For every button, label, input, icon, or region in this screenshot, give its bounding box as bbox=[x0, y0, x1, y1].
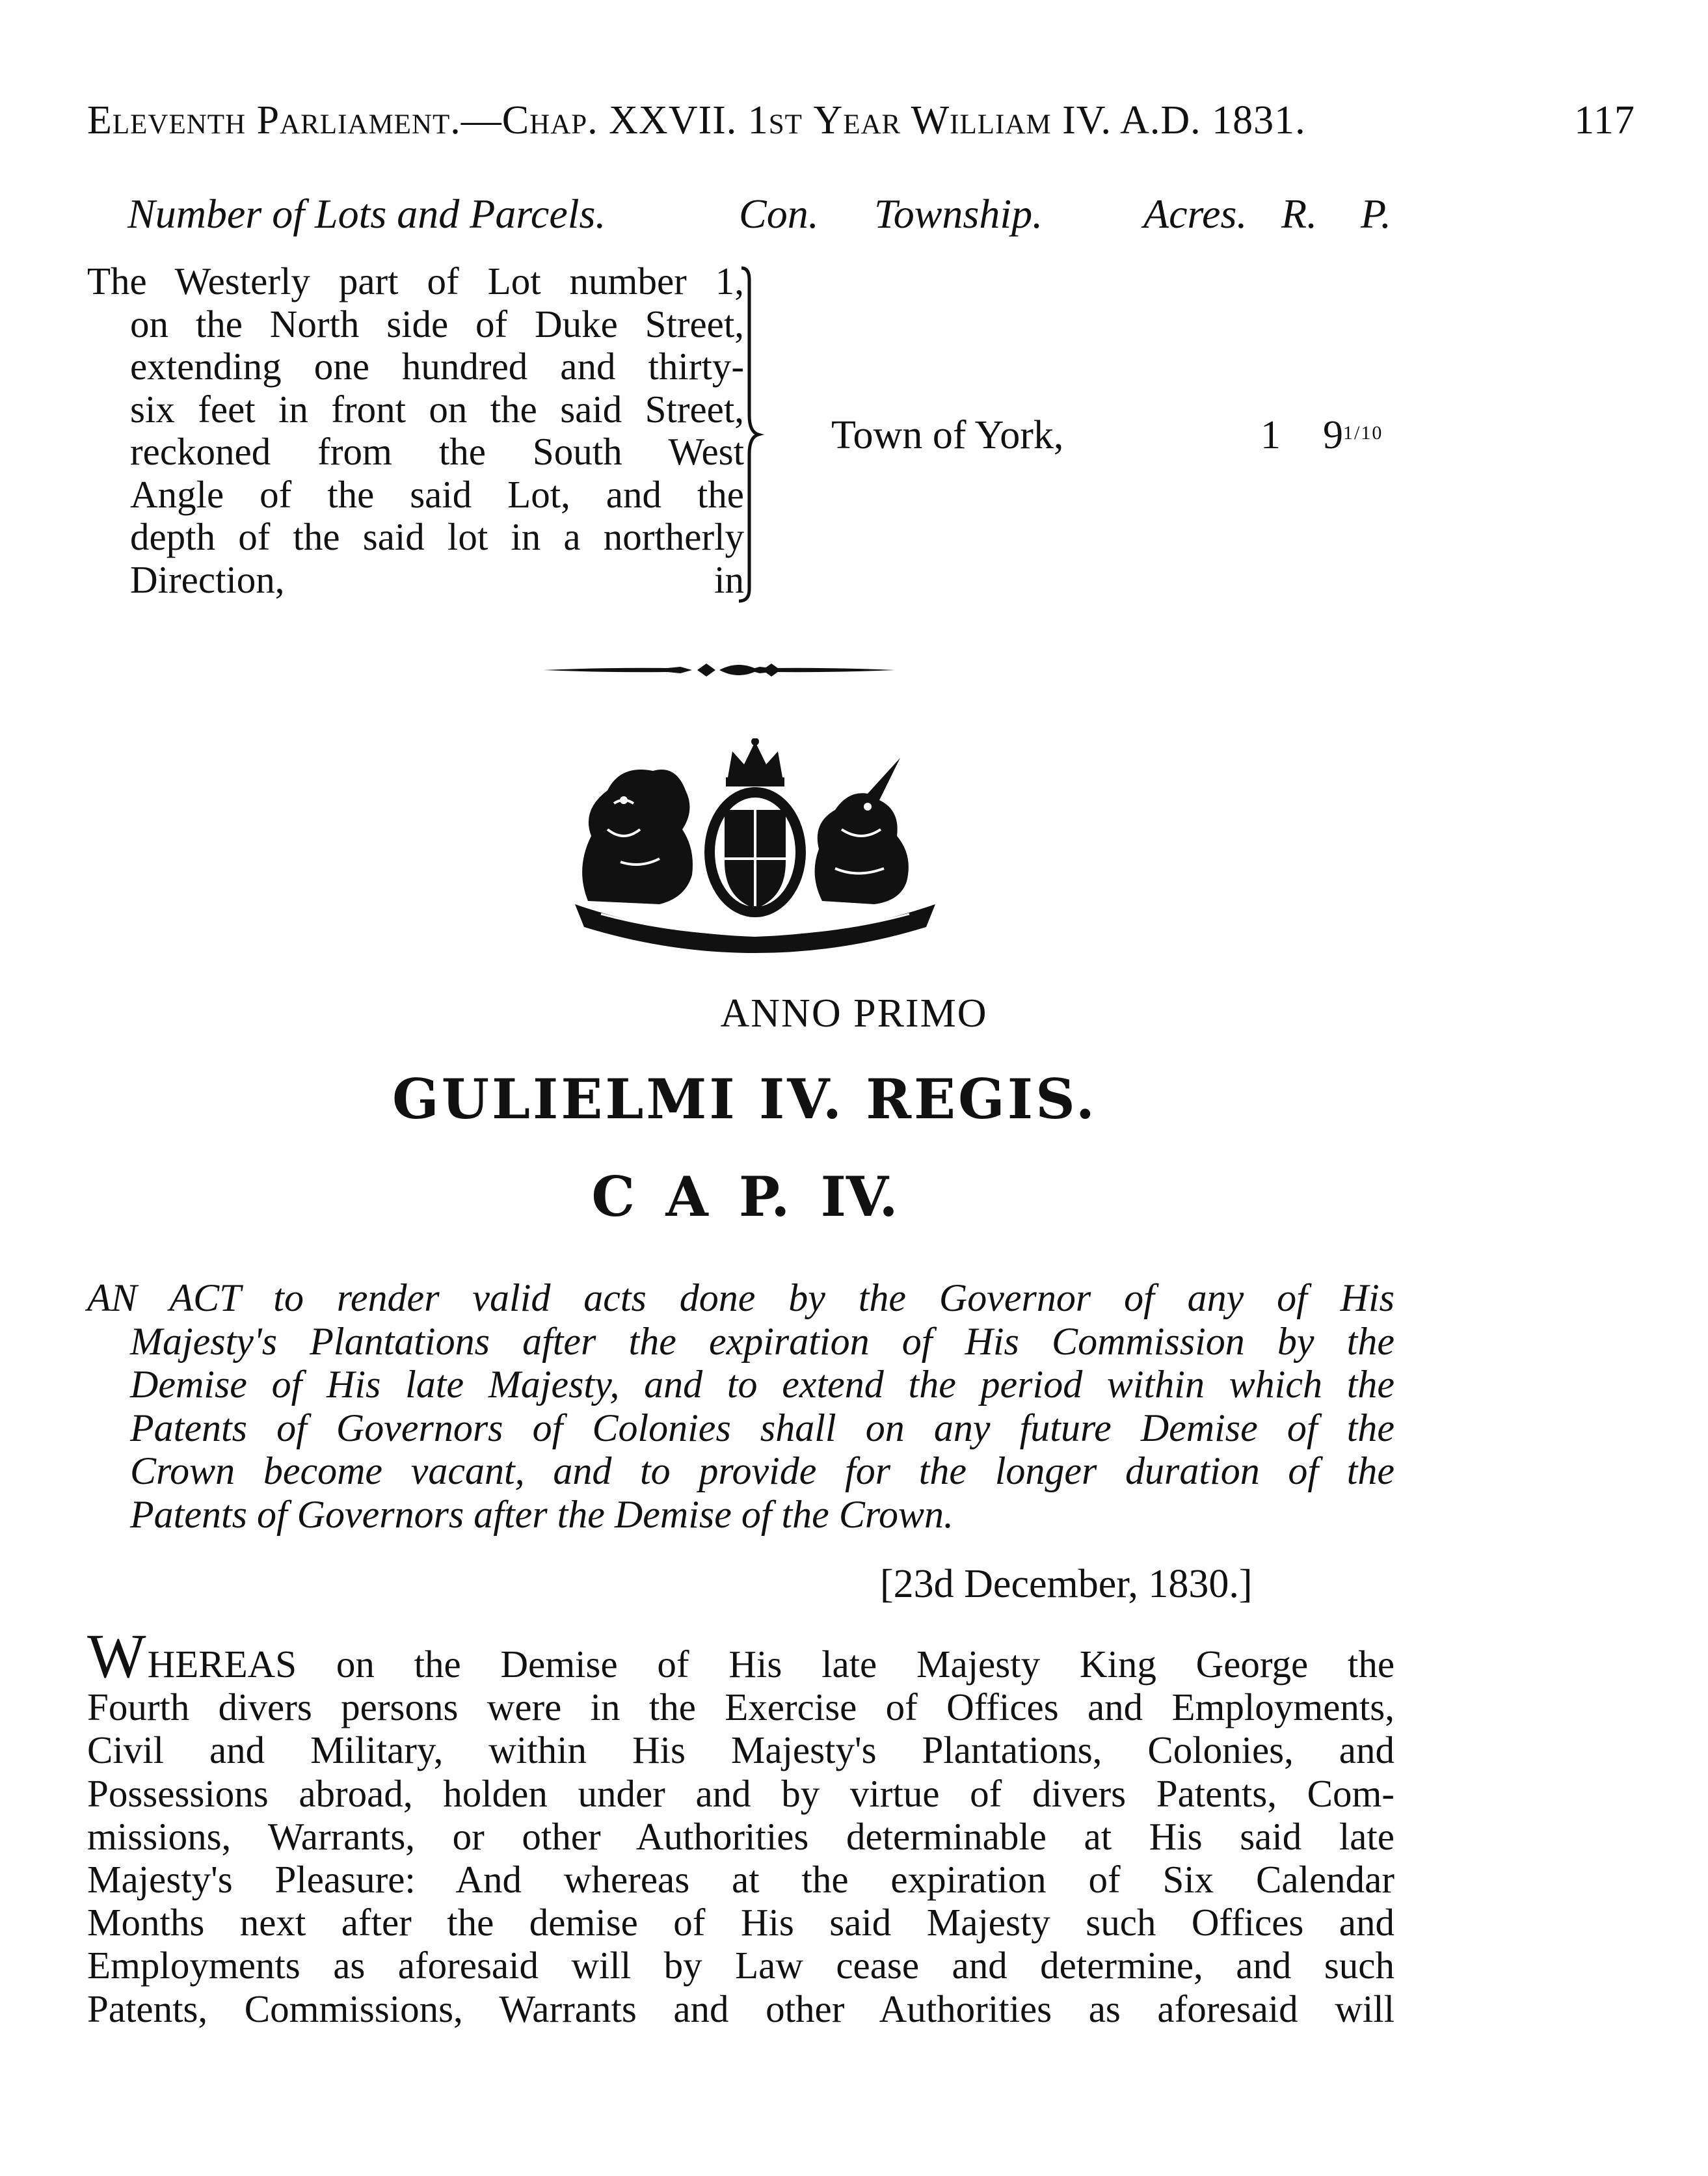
act-title bbox=[87, 1276, 1394, 1536]
lot-last-line bbox=[87, 559, 744, 602]
column-headings bbox=[127, 190, 1415, 242]
lot-description bbox=[87, 260, 744, 601]
running-head-title bbox=[87, 98, 1306, 144]
act-title-line: Demise of His late Majesty, and to extend the period within which the bbox=[130, 1363, 1394, 1406]
lot-line: extending one hundred and thirty- bbox=[130, 345, 744, 388]
act-title-line: Crown become vacant, and to provide for the longer duration of the bbox=[130, 1449, 1394, 1492]
body-line: Civil and Military, within His Majesty's Plantations, Colonies, and bbox=[87, 1728, 1394, 1772]
curly-brace bbox=[732, 265, 771, 604]
body-opening-word: HEREAS bbox=[147, 1643, 297, 1686]
body-line: Fourth divers persons were in the Exercise of Offices and Employments, bbox=[87, 1686, 1394, 1729]
drop-cap: W bbox=[87, 1621, 146, 1691]
act-date: [23d December, 1830.] bbox=[880, 1562, 1253, 1606]
body-line: Possessions abroad, holden under and by virtue of divers Patents, Com- bbox=[87, 1771, 1394, 1815]
body-line: missions, Warrants, or other Authorities determinable at His said late bbox=[87, 1814, 1394, 1858]
lot-perches-whole: 9 bbox=[1323, 413, 1343, 457]
running-head bbox=[87, 98, 1635, 150]
royal-arms-emblem bbox=[562, 738, 948, 953]
ornamental-rule bbox=[544, 657, 895, 683]
lot-line: on the North side of Duke Street, bbox=[130, 302, 744, 345]
lot-line: Angle of the said Lot, and the bbox=[130, 472, 744, 516]
lot-last-line-right: in bbox=[714, 557, 744, 601]
anno-heading: ANNO PRIMO bbox=[720, 991, 988, 1036]
column-heading-p: P. bbox=[1361, 191, 1391, 237]
chapter-heading: C A P. IV. bbox=[591, 1164, 898, 1229]
body-first-line bbox=[87, 1621, 1394, 1691]
body-line: Employments as aforesaid will by Law cease and determine, and such bbox=[87, 1944, 1394, 1987]
act-body bbox=[87, 1621, 1394, 2030]
body-line: Majesty's Pleasure: And whereas at the expiration of Six Calendar bbox=[87, 1858, 1394, 1901]
act-title-line: Patents of Governors after the Demise of the Crown. bbox=[130, 1492, 954, 1536]
act-title-line: Patents of Governors of Colonies shall on any future Demise of the bbox=[130, 1406, 1394, 1449]
lot-last-line-left: Direction, bbox=[130, 557, 285, 601]
lot-line: six feet in front on the said Street, bbox=[130, 387, 744, 431]
column-heading-acres: Acres. bbox=[1143, 191, 1248, 237]
lot-township: Town of York, bbox=[831, 413, 1064, 457]
regis-heading: GULIELMI IV. REGIS. bbox=[392, 1067, 1097, 1131]
chapter-label: —Chap. XXVII. 1st bbox=[460, 98, 803, 142]
body-first-line-text bbox=[148, 1643, 1394, 1686]
body-line: Months next after the demise of His said Majesty such Offices and bbox=[87, 1901, 1394, 1944]
lot-rods: 1 bbox=[1261, 413, 1281, 457]
act-title-line: AN ACT to render valid acts done by the Governor of any of His bbox=[87, 1276, 1394, 1319]
column-heading-township: Township. bbox=[874, 191, 1043, 237]
parliament-label: Eleventh Parliament. bbox=[87, 98, 461, 142]
year-label: Year William IV. A.D. 1831. bbox=[813, 98, 1306, 142]
lot-line: depth of the said lot in a northerly bbox=[130, 515, 744, 558]
page-number: 117 bbox=[1574, 98, 1635, 142]
column-heading-lots: Number of Lots and Parcels. bbox=[127, 191, 606, 237]
lot-line: The Westerly part of Lot number 1, bbox=[87, 260, 744, 302]
lot-perches bbox=[1323, 412, 1383, 459]
act-title-line: Majesty's Plantations after the expiration of His Commission by the bbox=[130, 1319, 1394, 1363]
body-line: Patents, Commissions, Warrants and other Authorities as aforesaid will bbox=[87, 1987, 1394, 2030]
lot-perches-fraction: 1/10 bbox=[1343, 422, 1383, 444]
body-first-line-rest: on the Demise of His late Majesty King George the bbox=[336, 1643, 1394, 1686]
column-heading-r: R. bbox=[1281, 191, 1318, 237]
column-heading-con: Con. bbox=[739, 191, 819, 237]
lot-line: reckoned from the South West bbox=[130, 430, 744, 473]
